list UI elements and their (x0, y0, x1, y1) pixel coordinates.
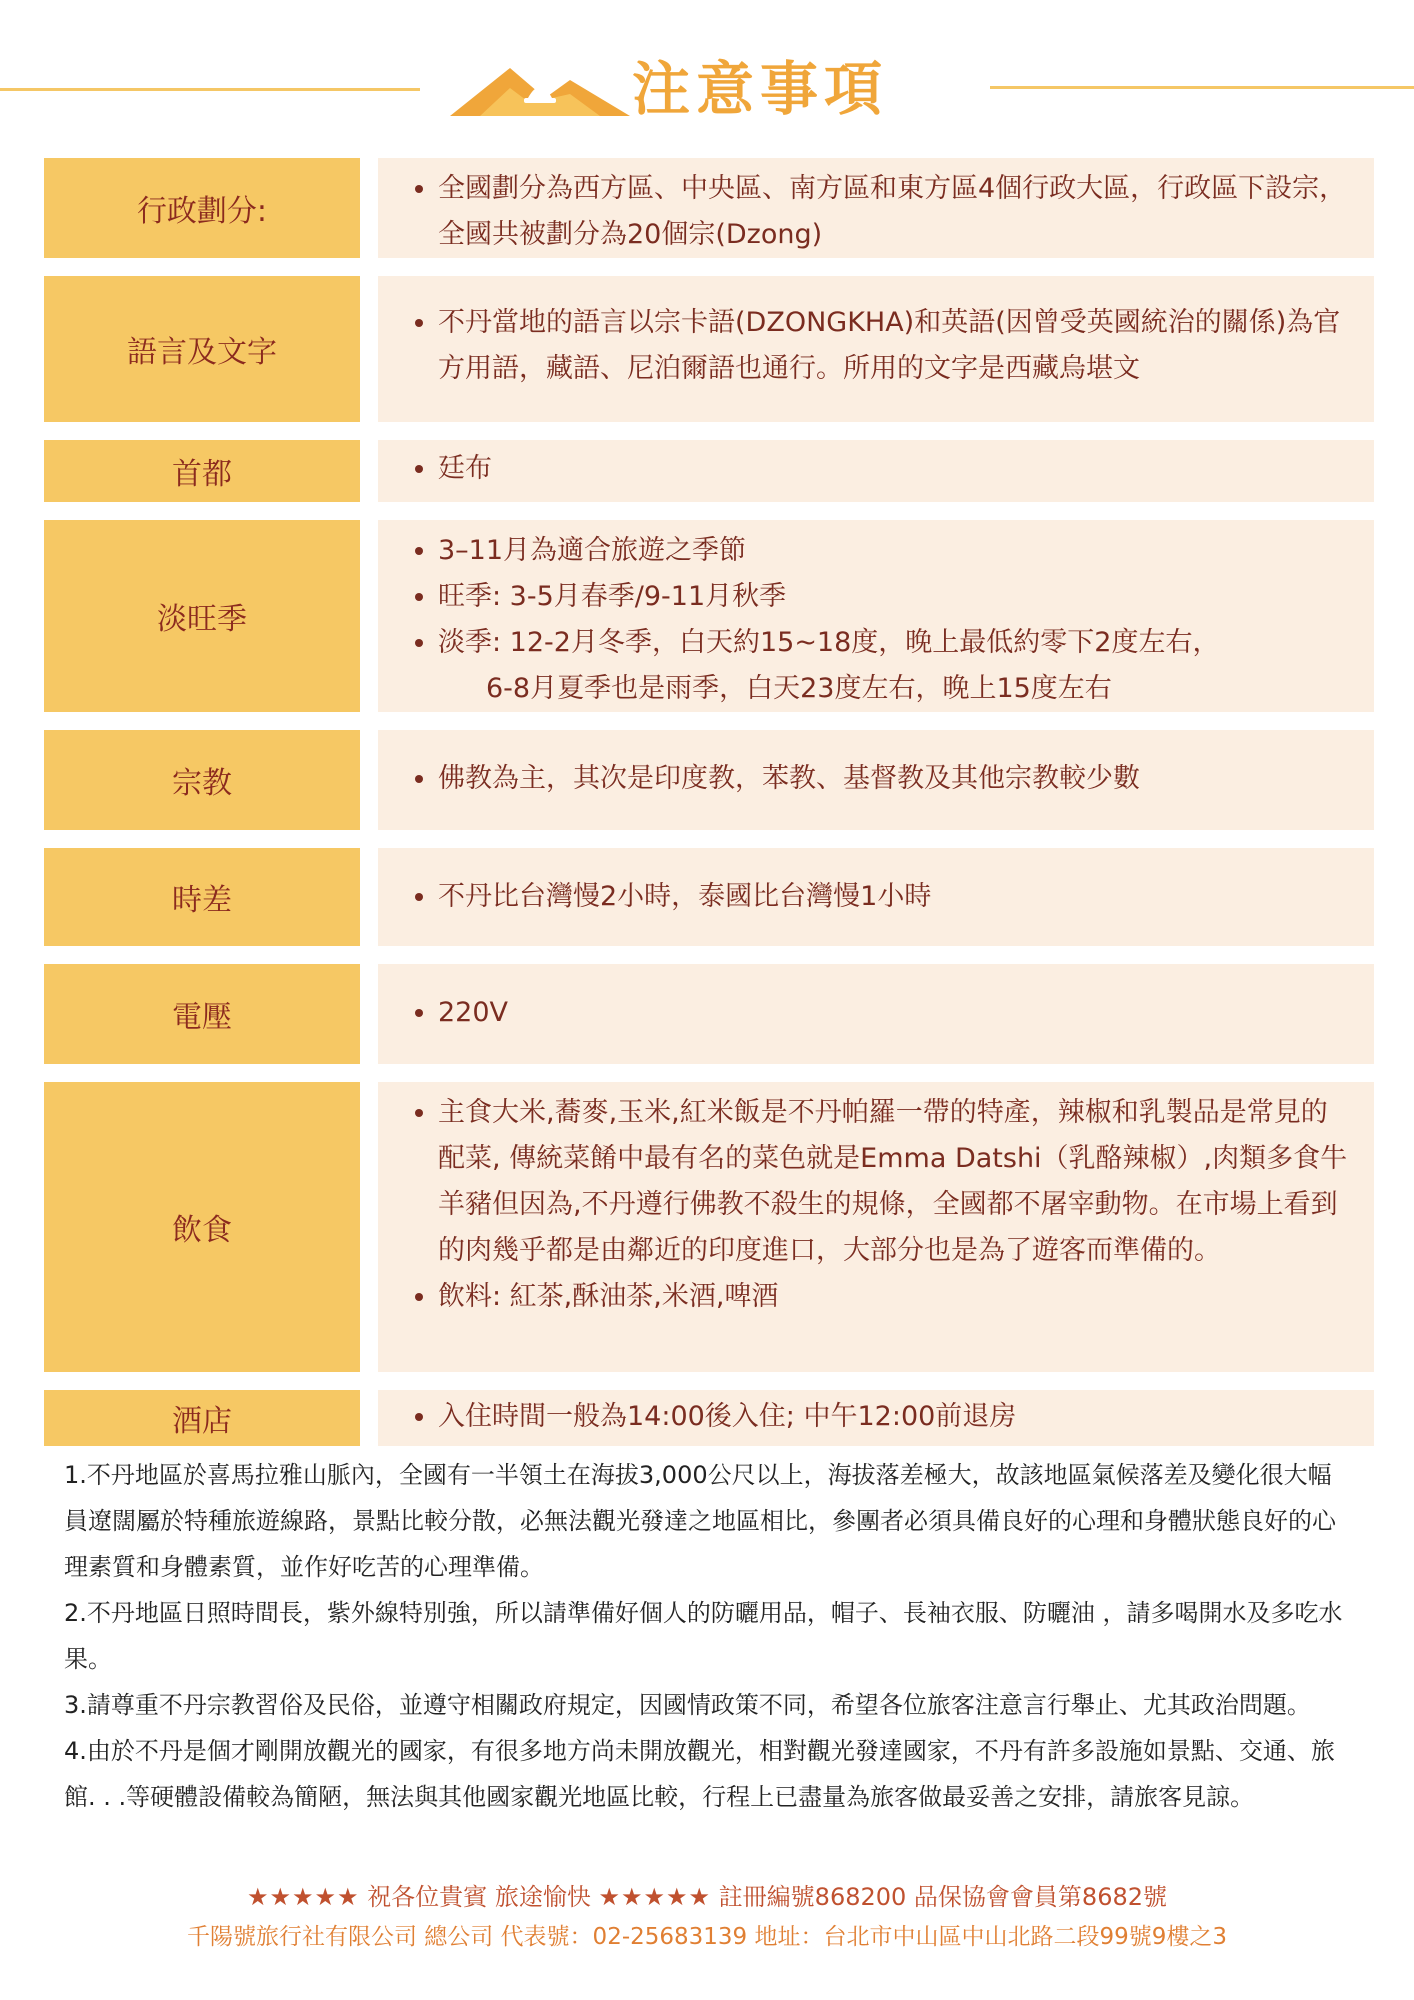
stars-icon: ★★★★★ (246, 1883, 360, 1911)
row-label: 宗教 (44, 730, 360, 830)
row-label: 首都 (44, 440, 360, 502)
note-item: 2.不丹地區日照時間長，紫外線特別強，所以請準備好個人的防曬用品，帽子、長袖衣服、防曬油 ，請多喝開水及多吃水果。 (64, 1599, 1343, 1673)
list-item: • 入住時間一般為14:00後入住; 中午12:00前退房 (438, 1394, 1350, 1440)
info-row-voltage (44, 964, 1374, 1064)
info-row-religion (44, 730, 1374, 830)
row-content (378, 1082, 1374, 1372)
list-item: • 飲料: 紅茶,酥油茶,米酒,啤酒 (438, 1274, 1350, 1320)
row-label: 淡旺季 (44, 520, 360, 712)
list-item: • 不丹比台灣慢2小時，泰國比台灣慢1小時 (438, 874, 1350, 920)
list-item: • 不丹當地的語言以宗卡語(DZONGKHA)和英語(因曾受英國統治的關係)為官方用語，藏語、尼泊爾語也通行。所用的文字是西藏烏堪文 (438, 300, 1350, 392)
list-item: • 旺季: 3-5月春季/9-11月秋季 (438, 574, 1350, 620)
header-line-left (0, 88, 420, 91)
list-item: • 佛教為主，其次是印度教，苯教、基督教及其他宗教較少數 (438, 756, 1350, 802)
list-item: • 3–11月為適合旅遊之季節 (438, 528, 1350, 574)
info-row-food (44, 1082, 1374, 1372)
mountain-buddha-icon (450, 58, 630, 118)
row-content (378, 158, 1374, 258)
header-line-right (990, 86, 1414, 89)
list-item: • 廷布 (438, 446, 1350, 492)
row-content (378, 730, 1374, 830)
row-content (378, 1390, 1374, 1446)
list-item: • 220V (438, 990, 1350, 1036)
page-title: 注意事項 (632, 55, 889, 123)
footer-greeting-line (0, 1880, 1414, 1914)
info-row-hotel (44, 1390, 1374, 1446)
row-content (378, 964, 1374, 1064)
note-item: 1.不丹地區於喜馬拉雅山脈內，全國有一半領土在海拔3,000公尺以上，海拔落差極大，故該地區氣候落差及變化很大幅員遼闊屬於特種旅遊線路，景點比較分散，必無法觀光發達之地區相比，參團者必須具備良好的心理和身體狀態良好的心理素質和身體素質，並作好吃苦的心理準備。 (64, 1461, 1336, 1581)
footer-registration: 註冊編號868200 品保協會會員第8682號 (718, 1883, 1168, 1911)
info-row-language (44, 276, 1374, 422)
notes-section (64, 1452, 1354, 1820)
info-row-seasons (44, 520, 1374, 712)
list-item: • 全國劃分為西方區、中央區、南方區和東方區4個行政大區，行政區下設宗，全國共被劃分為20個宗(Dzong) (438, 166, 1350, 258)
row-content (378, 276, 1374, 422)
row-label: 時差 (44, 848, 360, 946)
row-label: 酒店 (44, 1390, 360, 1446)
info-row-capital (44, 440, 1374, 502)
header (0, 50, 1414, 140)
row-content (378, 520, 1374, 712)
row-label: 電壓 (44, 964, 360, 1064)
info-row-timezone (44, 848, 1374, 946)
note-item: 3.請尊重不丹宗教習俗及民俗，並遵守相關政府規定，因國情政策不同，希望各位旅客注意言行舉止、尤其政治問題。 (64, 1691, 1311, 1719)
row-label: 行政劃分: (44, 158, 360, 258)
list-item: • 主食大米,蕎麥,玉米,紅米飯是不丹帕羅一帶的特產，辣椒和乳製品是常見的配菜, 傳統菜餚中最有名的菜色就是Emma Datshi（乳酪辣椒）,肉類多食牛羊豬但因為,不丹遵行佛教不殺生的規條，全國都不屠宰動物。在市場上看到的肉幾乎都是由鄰近的印度進口，大部分也是為了遊客而準備的。 (438, 1090, 1350, 1274)
list-item: • 淡季: 12-2月冬季，白天約15~18度，晚上最低約零下2度左右， (438, 620, 1350, 666)
footer-company: 千陽號旅行社有限公司 總公司 代表號：02-25683139 地址：台北市中山區中山北路二段99號9樓之3 (186, 1924, 1228, 1950)
note-item: 4.由於不丹是個才剛開放觀光的國家，有很多地方尚未開放觀光，相對觀光發達國家，不丹有許多設施如景點、交通、旅館. . .等硬體設備較為簡陋，無法與其他國家觀光地區比較，行程上已盡量為旅客做最妥善之安排，請旅客見諒。 (64, 1737, 1335, 1811)
row-label: 語言及文字 (44, 276, 360, 422)
list-item-continuation: 6-8月夏季也是雨季，白天23度左右，晚上15度左右 (486, 673, 1112, 704)
row-content (378, 848, 1374, 946)
row-content (378, 440, 1374, 502)
footer-greeting: 祝各位貴賓 旅途愉快 (367, 1883, 591, 1911)
info-row-admin (44, 158, 1374, 258)
stars-icon: ★★★★★ (598, 1883, 712, 1911)
row-label: 飲食 (44, 1082, 360, 1372)
